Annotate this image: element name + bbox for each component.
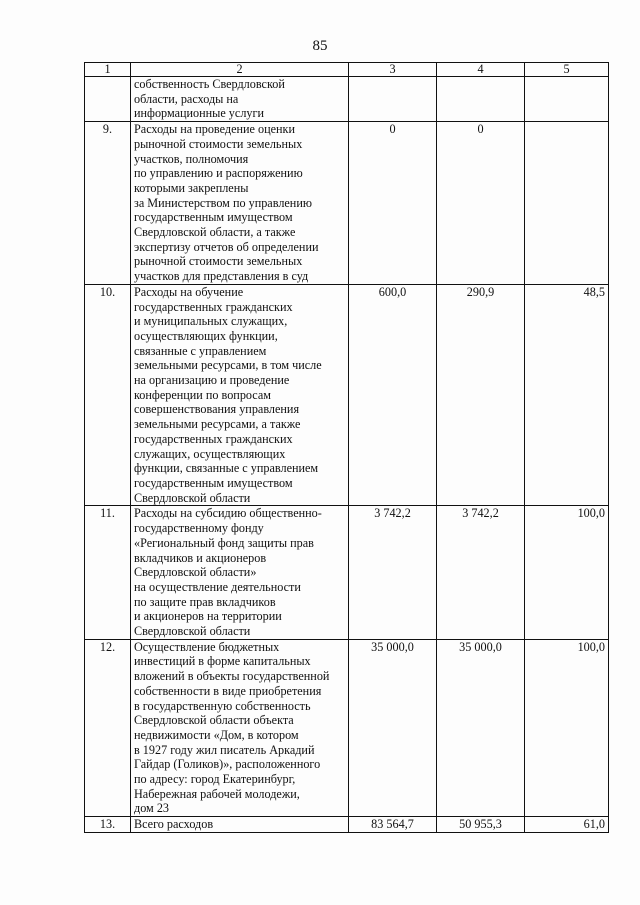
description-line: государственным имуществом	[134, 210, 293, 225]
description-line: Свердловской области, а также	[134, 225, 296, 240]
description-line: собственность Свердловской	[134, 77, 285, 91]
description-line: которыми закреплены	[134, 180, 249, 195]
column-3-value: 3 742,2	[349, 506, 437, 639]
column-3-value	[349, 77, 437, 122]
description-line: по защите прав вкладчиков	[134, 594, 276, 609]
row-description	[131, 122, 349, 285]
description-line: по управлению и распоряжению	[134, 166, 303, 181]
column-4-value	[437, 77, 525, 122]
description-line: на осуществление деятельности	[134, 579, 301, 594]
description-line: Расходы на проведение оценки	[134, 122, 295, 137]
description-line: связанные с управлением	[134, 343, 267, 358]
description-line: государственному фонду	[134, 521, 264, 536]
description-line: недвижимости «Дом, в котором	[134, 727, 299, 742]
description-line: Гайдар (Голиков)», расположенного	[134, 757, 321, 772]
description-line: вкладчиков и акционеров	[134, 550, 267, 565]
description-line: инвестиций в форме капитальных	[134, 654, 311, 669]
column-header-1: 1	[85, 63, 131, 77]
description-line: экспертизу отчетов об определении	[134, 239, 319, 254]
column-3-value: 0	[349, 122, 437, 285]
table-row	[85, 817, 609, 833]
column-5-value	[525, 77, 609, 122]
row-description	[131, 639, 349, 816]
table-row	[85, 284, 609, 506]
description-line: участков для представления в суд	[134, 269, 309, 284]
table-row	[85, 639, 609, 816]
column-4-value: 290,9	[437, 284, 525, 506]
description-line: информационные услуги	[134, 106, 265, 121]
description-line: земельными ресурсами, а также	[134, 417, 301, 432]
column-3-value: 83 564,7	[349, 817, 437, 833]
table-row	[85, 122, 609, 285]
row-number: 13.	[85, 817, 131, 833]
description-line: Расходы на обучение	[134, 284, 244, 299]
description-line: за Министерством по управлению	[134, 195, 312, 210]
description-line: совершенствования управления	[134, 402, 300, 417]
row-number: 9.	[85, 122, 131, 285]
description-line: вложений в объекты государственной	[134, 669, 330, 684]
column-5-value: 61,0	[525, 817, 609, 833]
description-line: государственных гражданских	[134, 299, 293, 314]
description-line: области, расходы на	[134, 91, 239, 106]
description-line: рыночной стоимости земельных	[134, 254, 303, 269]
description-line: служащих, осуществляющих	[134, 446, 286, 461]
description-line: Свердловской области»	[134, 565, 257, 580]
description-line: по адресу: город Екатеринбург,	[134, 772, 296, 787]
description-line: и акционеров на территории	[134, 609, 282, 624]
description-line: собственности в виде приобретения	[134, 683, 322, 698]
description-line: в 1927 году жил писатель Аркадий	[134, 742, 315, 757]
description-line: дом 23	[134, 801, 170, 816]
column-3-value: 35 000,0	[349, 639, 437, 816]
column-5-value	[525, 122, 609, 285]
description-line: функции, связанные с управлением	[134, 461, 319, 476]
table-header-row	[85, 63, 609, 77]
column-4-value: 35 000,0	[437, 639, 525, 816]
row-description	[131, 817, 349, 833]
description-line: в государственную собственность	[134, 698, 311, 713]
column-4-value: 50 955,3	[437, 817, 525, 833]
row-number: 10.	[85, 284, 131, 506]
table-row	[85, 77, 609, 122]
page-number: 85	[312, 38, 328, 54]
column-header-4: 4	[437, 63, 525, 77]
row-description	[131, 77, 349, 122]
description-line: Расходы на субсидию общественно-	[134, 506, 322, 521]
description-line: конференции по вопросам	[134, 387, 271, 402]
description-line: Всего расходов	[134, 817, 214, 832]
description-line: «Региональный фонд защиты прав	[134, 535, 314, 550]
column-header-5: 5	[525, 63, 609, 77]
column-5-value: 100,0	[525, 639, 609, 816]
description-line: государственным имуществом	[134, 475, 293, 490]
budget-table-body	[85, 63, 609, 833]
row-number	[85, 77, 131, 122]
row-description	[131, 506, 349, 639]
column-5-value: 48,5	[525, 284, 609, 506]
description-line: земельными ресурсами, в том числе	[134, 358, 322, 373]
description-line: рыночной стоимости земельных	[134, 136, 303, 151]
column-4-value: 3 742,2	[437, 506, 525, 639]
description-line: и муниципальных служащих,	[134, 314, 288, 329]
description-line: Свердловской области объекта	[134, 713, 294, 728]
column-header-2: 2	[131, 63, 349, 77]
description-line: осуществляющих функции,	[134, 328, 278, 343]
row-description	[131, 284, 349, 506]
budget-table	[84, 62, 609, 833]
column-3-value: 600,0	[349, 284, 437, 506]
column-header-3: 3	[349, 63, 437, 77]
description-line: на организацию и проведение	[134, 373, 290, 388]
description-line: государственных гражданских	[134, 431, 293, 446]
description-line: Осуществление бюджетных	[134, 639, 280, 654]
description-line: Набережная рабочей молодежи,	[134, 786, 300, 801]
column-4-value: 0	[437, 122, 525, 285]
table-row	[85, 506, 609, 639]
description-line: Свердловской области	[134, 624, 251, 639]
row-number: 12.	[85, 639, 131, 816]
description-line: участков, полномочия	[134, 151, 249, 166]
description-line: Свердловской области	[134, 490, 251, 505]
row-number: 11.	[85, 506, 131, 639]
column-5-value: 100,0	[525, 506, 609, 639]
